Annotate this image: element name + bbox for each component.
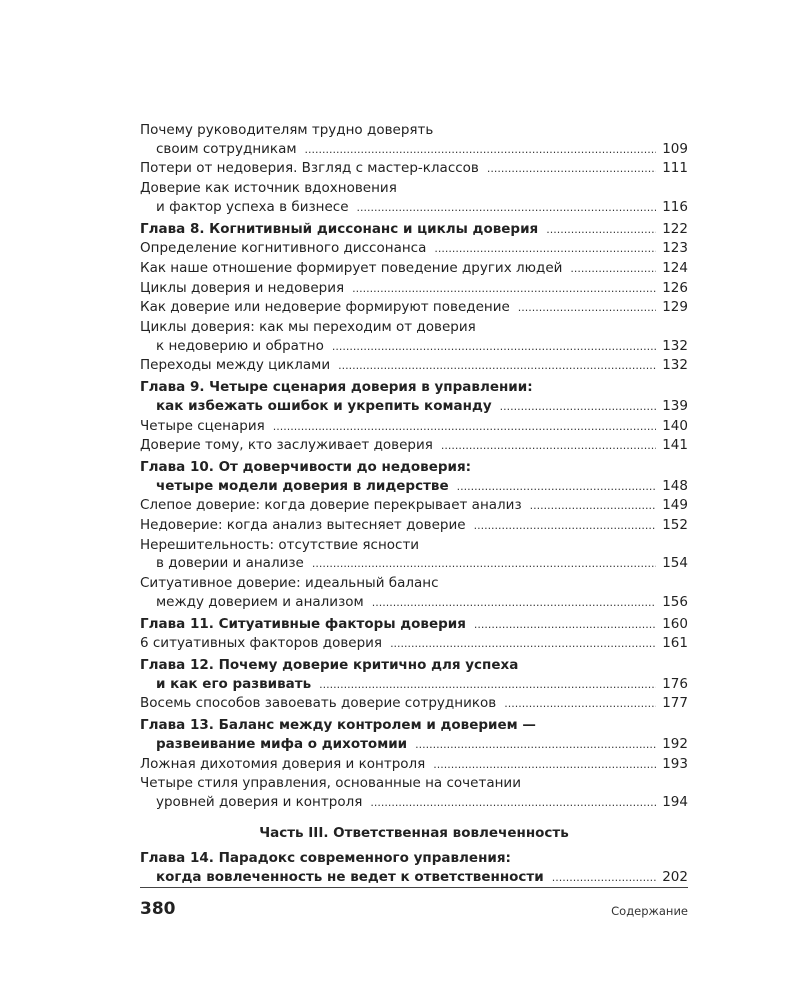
toc-entry[interactable]	[140, 755, 688, 775]
toc-entry[interactable]	[140, 694, 688, 714]
toc-entry-title-line: Глава 12. Почему доверие критично для успеха	[140, 656, 519, 673]
toc-chapter[interactable]	[140, 458, 688, 496]
toc-page-number: 129	[662, 299, 688, 316]
toc-entry-title-line: Глава 14. Парадокс современного управления:	[140, 850, 511, 867]
toc-entry-title-line: Переходы между циклами	[140, 357, 331, 374]
toc-entry-title-line: Четыре сценария	[140, 417, 265, 434]
toc-entry[interactable]	[140, 436, 688, 456]
toc-entry-title-line: 6 ситуативных факторов доверия	[140, 635, 383, 652]
toc-chapter[interactable]	[140, 615, 688, 635]
toc-entry[interactable]	[140, 496, 688, 516]
dot-leader	[370, 794, 656, 813]
toc-entry-title-line: Как наше отношение формирует поведение других людей	[140, 259, 563, 276]
toc-page-number: 192	[662, 735, 688, 752]
toc-entry-title-line: Глава 13. Баланс между контролем и доверием —	[140, 717, 536, 734]
page-number: 380	[140, 899, 176, 919]
toc-chapter[interactable]	[140, 378, 688, 416]
toc-entry[interactable]	[140, 159, 688, 179]
toc-entry[interactable]	[140, 574, 688, 612]
toc-page-number: 139	[662, 397, 688, 414]
toc-entry-title-line: в доверии и анализе	[156, 555, 304, 572]
toc-page-number: 152	[662, 517, 688, 534]
toc-entry-title-line: четыре модели доверия в лидерстве	[156, 477, 449, 494]
dot-leader	[552, 869, 656, 888]
toc-page-number: 161	[662, 635, 688, 652]
toc-page-number: 123	[662, 240, 688, 257]
toc-entry[interactable]	[140, 318, 688, 356]
toc-page-number: 177	[662, 695, 688, 712]
dot-leader	[504, 695, 656, 714]
toc-entry-title-line: уровней доверия и контроля	[156, 793, 363, 810]
toc-page-number: 160	[662, 615, 688, 632]
toc-entry-title-line: своим сотрудникам	[156, 140, 297, 157]
toc-entry[interactable]	[140, 259, 688, 279]
toc-page-number: 149	[662, 497, 688, 514]
dot-leader	[518, 299, 656, 318]
toc-entry-title-line: Доверие как источник вдохновения	[140, 180, 397, 197]
toc-entry-title-line: Восемь способов завоевать доверие сотрудников	[140, 695, 497, 712]
toc-entry[interactable]	[140, 239, 688, 259]
toc-page-number: 126	[662, 279, 688, 296]
toc-entry[interactable]	[140, 298, 688, 318]
toc-entry-title-line: Недоверие: когда анализ вытесняет доверие	[140, 517, 466, 534]
toc-entry[interactable]	[140, 417, 688, 437]
toc-entry[interactable]	[140, 634, 688, 654]
dot-leader	[441, 437, 656, 456]
dot-leader	[305, 141, 656, 160]
toc-page-number: 132	[662, 337, 688, 354]
toc-entry[interactable]	[140, 279, 688, 299]
toc-entry-title-line: Циклы доверия и недоверия	[140, 279, 345, 296]
dot-leader	[570, 260, 656, 279]
dot-leader	[352, 280, 656, 299]
toc-entry-title-line: Потери от недоверия. Взгляд с мастер-классов	[140, 160, 479, 177]
dot-leader	[487, 160, 656, 179]
dot-leader	[433, 756, 656, 775]
dot-leader	[357, 199, 656, 218]
toc-chapter[interactable]	[140, 849, 688, 887]
dot-leader	[338, 357, 656, 376]
toc-chapter[interactable]	[140, 220, 688, 240]
toc-page-number: 176	[662, 675, 688, 692]
toc-entry-title-line: Нерешительность: отсутствие ясности	[140, 536, 420, 553]
dot-leader	[546, 221, 656, 240]
toc-page-number: 124	[662, 259, 688, 276]
toc-entry-title-line: Почему руководителям трудно доверять	[140, 122, 434, 138]
toc-page-number: 141	[662, 437, 688, 454]
dot-leader	[474, 616, 656, 635]
toc-chapter[interactable]	[140, 716, 688, 754]
toc-entry-title-line: Глава 10. От доверчивости до недоверия:	[140, 458, 472, 475]
toc-page-number: 148	[662, 477, 688, 494]
toc-page-number: 116	[662, 198, 688, 215]
toc-entry-title-line: как избежать ошибок и укрепить команду	[156, 397, 492, 414]
footer-divider	[140, 887, 688, 888]
toc-page-number: 202	[662, 869, 688, 886]
toc-entry-title-line: Слепое доверие: когда доверие перекрывает анализ	[140, 497, 522, 514]
dot-leader	[319, 676, 656, 695]
toc-page-number: 122	[662, 220, 688, 237]
toc-entry[interactable]	[140, 516, 688, 536]
toc-entry-title-line: Ситуативное доверие: идеальный баланс	[140, 575, 439, 592]
table-of-contents	[140, 121, 688, 888]
running-header: Содержание	[611, 904, 688, 918]
dot-leader	[474, 517, 656, 536]
toc-entry-title-line: Циклы доверия: как мы переходим от доверия	[140, 319, 476, 336]
dot-leader	[372, 594, 656, 613]
toc-entry[interactable]	[140, 774, 688, 812]
toc-chapter[interactable]	[140, 656, 688, 694]
dot-leader	[434, 240, 656, 259]
toc-entry-title-line: и фактор успеха в бизнесе	[156, 198, 349, 215]
toc-entry-title-line: Четыре стиля управления, основанные на сочетании	[140, 775, 521, 792]
toc-entry-title-line: Глава 8. Когнитивный диссонанс и циклы доверия	[140, 220, 539, 237]
toc-entry[interactable]	[140, 179, 688, 217]
part-heading: Часть III. Ответственная вовлеченность	[259, 824, 569, 841]
toc-page-number: 156	[662, 593, 688, 610]
dot-leader	[390, 635, 656, 654]
toc-page-number: 140	[662, 417, 688, 434]
dot-leader	[273, 418, 656, 437]
toc-entry-title-line: Ложная дихотомия доверия и контроля	[140, 755, 426, 772]
toc-entry-title-line: Определение когнитивного диссонанса	[140, 240, 427, 257]
toc-entry-title-line: развеивание мифа о дихотомии	[156, 735, 408, 752]
toc-page-number: 193	[662, 755, 688, 772]
toc-entry[interactable]	[140, 536, 688, 574]
toc-entry-title-line: Как доверие или недоверие формируют поведение	[140, 299, 510, 316]
dot-leader	[457, 478, 656, 497]
dot-leader	[530, 497, 656, 516]
dot-leader	[500, 398, 656, 417]
toc-entry-title-line: когда вовлеченность не ведет к ответственности	[156, 869, 544, 886]
toc-page-number: 132	[662, 357, 688, 374]
toc-entry-title-line: Глава 11. Ситуативные факторы доверия	[140, 615, 466, 632]
toc-page-number: 109	[662, 140, 688, 157]
dot-leader	[332, 338, 656, 357]
dot-leader	[415, 736, 656, 755]
toc-entry-title-line: Глава 9. Четыре сценария доверия в управлении:	[140, 379, 533, 396]
toc-page-number: 194	[662, 793, 688, 810]
toc-entry-title-line: Доверие тому, кто заслуживает доверия	[140, 437, 433, 454]
toc-page-number: 154	[662, 555, 688, 572]
toc-entry-title-line: и как его развивать	[156, 675, 312, 692]
toc-entry-title-line: к недоверию и обратно	[156, 337, 324, 354]
toc-entry-title-line: между доверием и анализом	[156, 593, 364, 610]
toc-entry[interactable]	[140, 356, 688, 376]
toc-page-number: 111	[662, 160, 688, 177]
dot-leader	[312, 555, 656, 574]
toc-entry[interactable]	[140, 121, 688, 159]
